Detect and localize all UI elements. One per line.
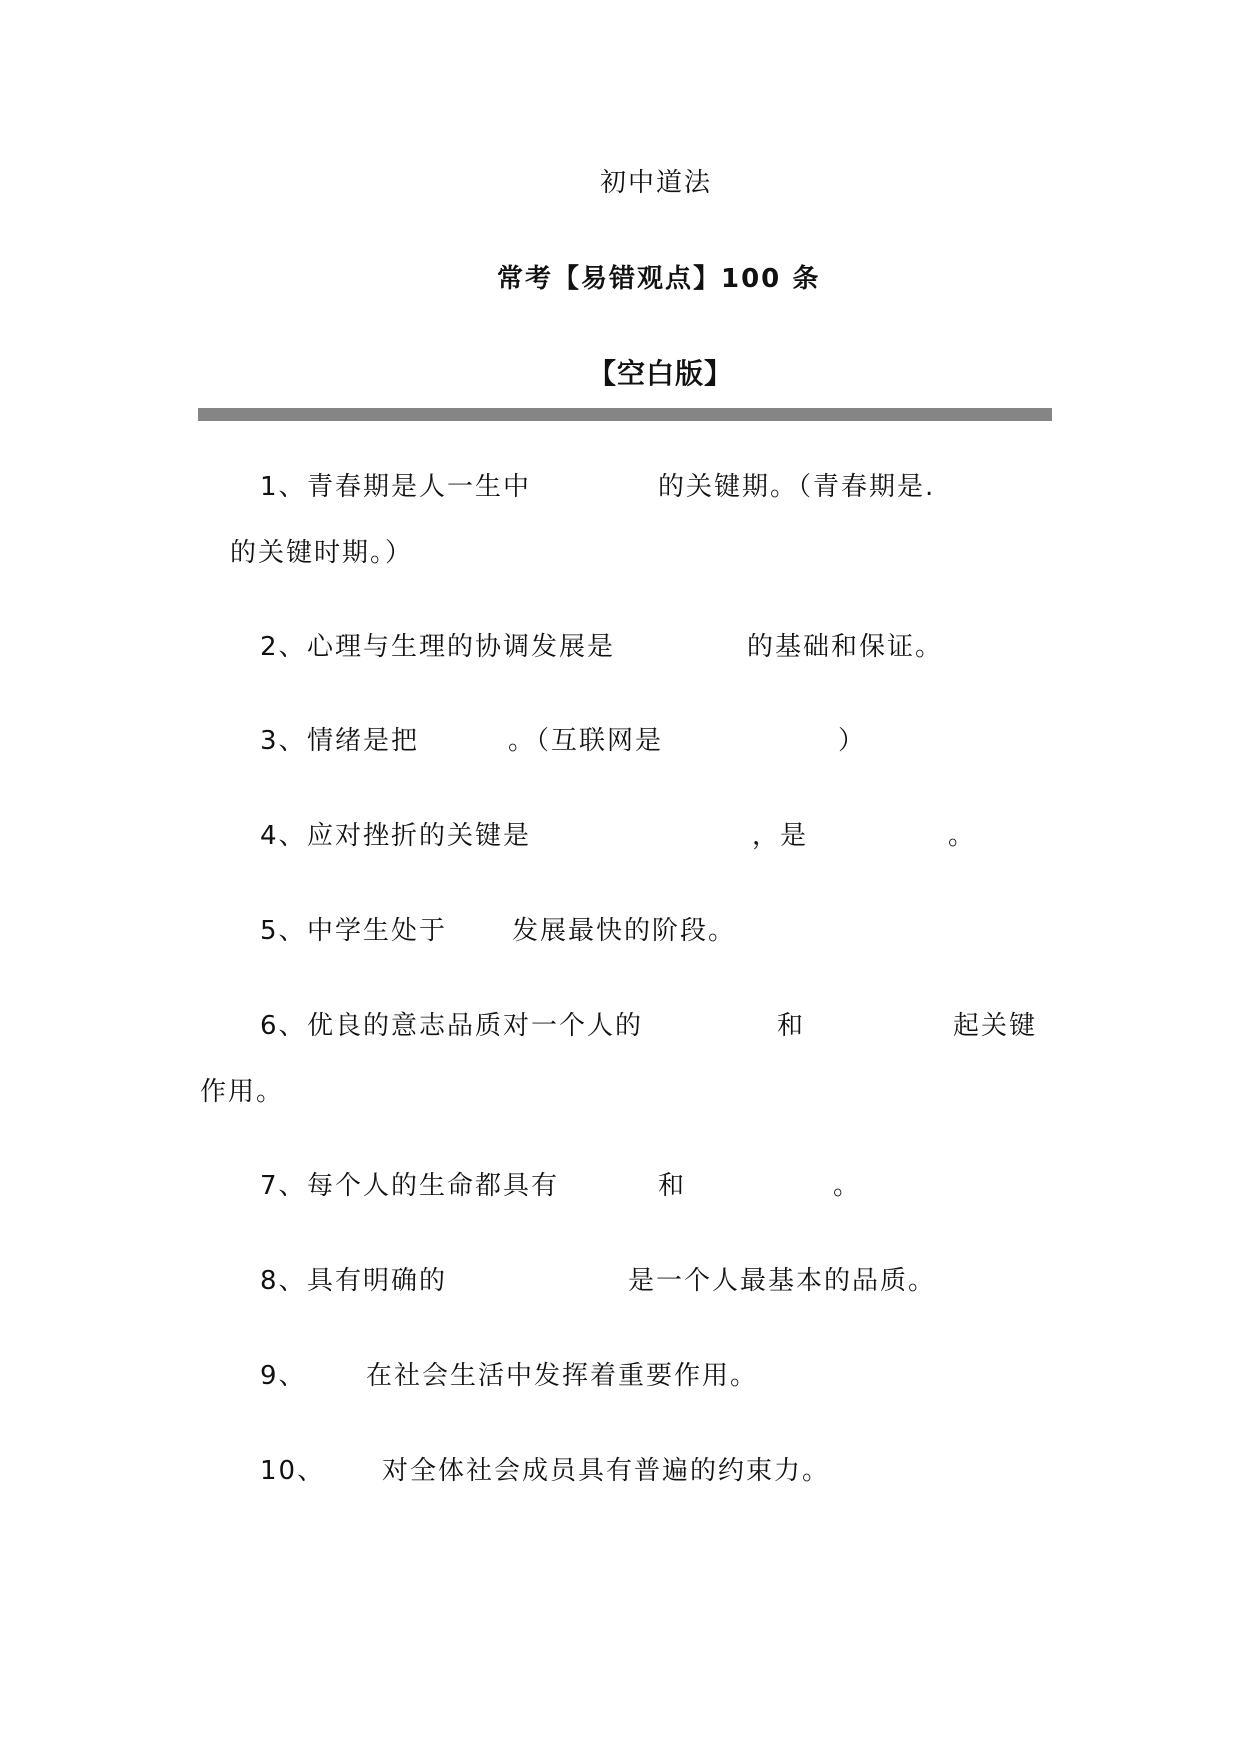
question-text: 发展最快的阶段。 [512, 916, 737, 946]
question-text: 心理与生理的协调发展是 [307, 632, 616, 662]
question-text: 。 [833, 1171, 862, 1201]
question-number: 7、 [260, 1171, 307, 1201]
question-number: 4、 [260, 821, 307, 851]
question-text: 和 [658, 1171, 687, 1201]
question-text: 是一个人最基本的品质。 [628, 1266, 937, 1296]
document-subtitle: 常考【易错观点】100 条 [497, 264, 821, 294]
question-number: 6、 [260, 1011, 307, 1041]
question-number: 3、 [260, 726, 307, 756]
question-number: 1、 [260, 472, 307, 502]
question-number: 10、 [260, 1456, 326, 1486]
question-text: 。（互联网是 [508, 726, 664, 756]
question-number: 8、 [260, 1266, 307, 1296]
question-text: 在社会生活中发挥着重要作用。 [366, 1361, 759, 1391]
question-text: 优良的意志品质对一个人的 [307, 1011, 644, 1041]
document-edition-label: 【空白版】 [588, 357, 734, 390]
question-text: 作用。 [200, 1077, 285, 1107]
question-text: 和 [777, 1011, 806, 1041]
question-number: 9、 [260, 1361, 307, 1391]
question-text: ） [838, 726, 867, 756]
header-divider [198, 408, 1052, 421]
question-number: 5、 [260, 916, 307, 946]
question-text: 。 [948, 821, 977, 851]
question-text: 中学生处于 [307, 916, 448, 946]
question-text: 具有明确的 [307, 1266, 448, 1296]
question-text: 每个人的生命都具有 [307, 1171, 560, 1201]
question-text: ，是 [752, 821, 809, 851]
question-text: 青春期是人一生中 [307, 472, 532, 502]
question-text: 情绪是把 [307, 726, 420, 756]
document-subject-title: 初中道法 [600, 168, 713, 198]
question-text: 的关键时期。） [230, 538, 414, 568]
question-number: 2、 [260, 632, 307, 662]
question-text: 起关键 [953, 1011, 1038, 1041]
question-text: 的基础和保证。 [747, 632, 944, 662]
question-text: 对全体社会成员具有普遍的约束力。 [382, 1456, 831, 1486]
question-text: 应对挫折的关键是 [307, 821, 532, 851]
question-text: 的关键期。（青春期是. [658, 472, 936, 502]
